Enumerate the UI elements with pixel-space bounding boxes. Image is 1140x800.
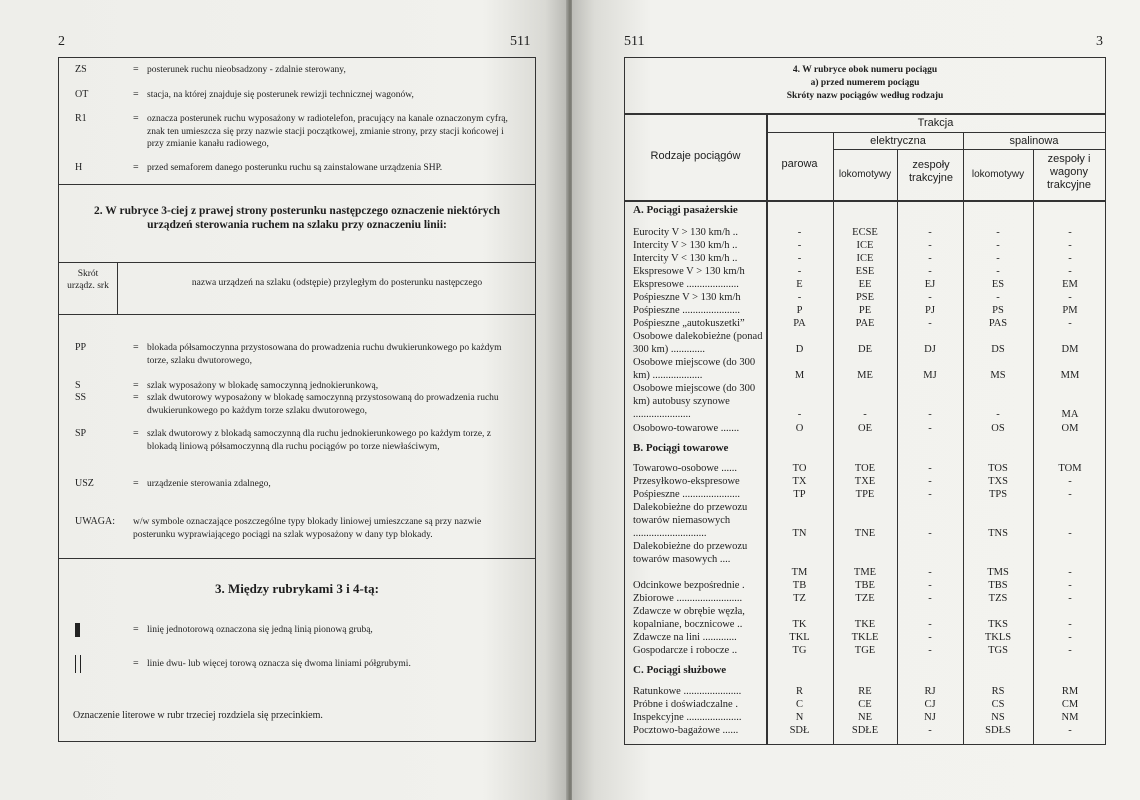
abbreviation-cell: DS (991, 344, 1005, 355)
srk-text: blokada półsamoczynna przystosowana do prowadzenia ruchu dwukierunkowego po każdym torze, szlaku dwutorowego, (147, 343, 502, 366)
abbreviation-cell: - (797, 266, 802, 277)
eq-sign: = (133, 89, 139, 100)
col-header-elektryczna: elektryczna (870, 135, 926, 147)
abbreviation-cell: TP (793, 489, 806, 500)
abbreviation-cell: - (1068, 619, 1072, 630)
category-label: B. Pociągi towarowe (633, 442, 729, 454)
abbreviation-cell: R (795, 686, 803, 697)
abbreviation-cell: NM (1061, 712, 1079, 723)
uwaga-label: UWAGA: (75, 516, 115, 527)
abbreviation-cell: - (1068, 528, 1072, 539)
abbreviation-cell: - (1068, 227, 1072, 238)
abbreviation-cell: TK (792, 619, 807, 630)
abbreviation-cell: EJ (924, 279, 936, 290)
train-type-name: Osobowe miejscowe (do 300 km) autobusy szynowe ...................... (633, 383, 756, 420)
train-type-name: Pośpieszne V > 130 km/h (633, 292, 741, 303)
abbreviation-cell: - (1068, 489, 1072, 500)
column-divider (117, 262, 118, 314)
abbreviation-cell: - (928, 619, 932, 630)
def-abbr: H (75, 162, 83, 173)
eq-sign: = (133, 658, 139, 669)
abbreviation-cell: - (996, 266, 1000, 277)
abbreviation-cell: ICE (856, 240, 874, 251)
train-type-name: Pośpieszne ...................... (633, 489, 741, 500)
divider (59, 558, 535, 559)
abbreviation-cell: SDŁ (789, 725, 810, 736)
abbreviation-cell: - (928, 253, 932, 264)
train-type-name: Osobowe miejscowe (do 300 km) ................... (633, 357, 756, 381)
abbreviation-cell: TBE (855, 580, 875, 591)
abbreviation-cell: - (1068, 266, 1072, 277)
abbreviation-cell: EM (1062, 279, 1078, 290)
srk-text: urządzenie sterowania zdalnego, (147, 479, 271, 489)
abbreviation-cell: - (797, 292, 802, 303)
abbreviation-cell: ICE (856, 253, 874, 264)
abbreviation-cell: TO (792, 463, 807, 474)
train-type-name: Dalekobieżne do przewozu towarów masowych .... (633, 541, 748, 565)
train-type-name: Dalekobieżne do przewozu towarów niemasowych ............................ (633, 502, 748, 539)
srk-abbr: SS (75, 392, 87, 403)
train-type-name: Ratunkowe ...................... (633, 686, 742, 697)
abbreviation-cell: NJ (924, 712, 936, 723)
abbreviation-cell: - (928, 318, 932, 329)
abbreviation-cell: RJ (924, 686, 936, 697)
abbreviation-cell: DJ (924, 344, 936, 355)
abbreviation-cell: TOS (988, 463, 1008, 474)
right-page (572, 0, 1140, 800)
abbreviation-cell: - (1068, 476, 1072, 487)
abbreviation-cell: - (928, 463, 932, 474)
uwaga-text: w/w symbole oznaczające poszczególne typy blokady liniowej umieszczane są przy nazwie posterunku wyprawiającego pociągi na szlak wyposażony w dany typ blokady. (133, 517, 482, 540)
def-abbr: OT (75, 89, 89, 100)
abbreviation-cell: E (796, 279, 803, 290)
abbreviation-cell: - (928, 725, 932, 736)
abbreviation-cell: TNE (854, 528, 876, 539)
abbreviation-cell: - (1068, 632, 1072, 643)
abbreviation-cell: DM (1061, 344, 1079, 355)
abbreviation-cell: TKLS (984, 632, 1012, 643)
category-label: A. Pociągi pasażerskie (633, 204, 738, 216)
abbreviation-cell: - (1068, 567, 1072, 578)
srk-abbr: USZ (75, 478, 94, 489)
srk-abbr: PP (75, 342, 87, 353)
abbreviation-cell: PSE (855, 292, 875, 303)
srk-text: szlak dwutorowy wyposażony w blokadę samoczynną przystosowaną do prowadzenia ruchu dwukierunkowego po każdym torze szlaku dwutorowego, (147, 393, 499, 416)
abbreviation-cell: - (928, 632, 932, 643)
abbreviation-cell: CE (858, 699, 872, 710)
train-type-name: Pośpieszne „autokuszetki” (633, 318, 745, 329)
srk-abbr: S (75, 380, 81, 391)
abbreviation-cell: TMS (987, 567, 1009, 578)
train-type-name: Osobowe dalekobieżne (ponad 300 km) ............. (633, 331, 763, 355)
double-track-symbol (75, 655, 81, 673)
divider (59, 262, 535, 263)
category-label: C. Pociągi służbowe (633, 664, 727, 676)
abbreviation-cell: - (1068, 253, 1072, 264)
abbreviation-cell: - (1068, 318, 1072, 329)
abbreviation-cell: TZE (855, 593, 875, 604)
def-abbr: ZS (75, 64, 87, 75)
def-abbr: R1 (75, 113, 87, 124)
col-header-lokomotywy-e: lokomotywy (838, 169, 892, 180)
abbreviation-cell: TG (792, 645, 807, 656)
abbreviation-cell: P (796, 305, 803, 316)
abbreviation-cell: TPE (855, 489, 875, 500)
caption-line-2: a) przed numerem pociągu (810, 78, 920, 88)
abbreviation-cell: - (996, 292, 1000, 303)
section-2-title: 2. W rubryce 3-ciej z prawej strony posterunku następczego oznaczenie niektórych urządzeń sterowania ruchem na szlaku przy oznaczeniu linii: (94, 205, 500, 231)
def-text: stacja, na której znajduje się posterunek rewizji technicznej wagonów, (147, 90, 414, 100)
grid-line (625, 113, 1105, 115)
abbreviation-cell: D (795, 344, 804, 355)
abbreviation-cell: RE (858, 686, 872, 697)
abbreviation-cell: CJ (924, 699, 936, 710)
eq-sign: = (133, 478, 139, 489)
abbreviation-cell: PA (793, 318, 806, 329)
srk-text: szlak dwutorowy z blokadą samoczynną dla ruchu jednokierunkowego po każdym torze, z blokadą liniową półsamoczynną dla ruchu pociągów po torze niewłaściwym, (147, 429, 491, 452)
abbreviation-cell: PAE (855, 318, 875, 329)
abbreviation-cell: MM (1060, 370, 1080, 381)
abbreviation-cell: - (863, 409, 867, 420)
abbreviation-cell: TKL (789, 632, 810, 643)
abbreviation-cell: - (797, 240, 802, 251)
eq-sign: = (133, 64, 139, 75)
abbreviation-cell: - (1068, 593, 1072, 604)
abbreviation-cell: TN (792, 528, 807, 539)
caption-line-1: 4. W rubryce obok numeru pociągu (792, 65, 938, 75)
abbreviation-cell: RM (1061, 686, 1079, 697)
abbreviation-cell: C (795, 699, 803, 710)
abbreviation-cell: TX (792, 476, 807, 487)
train-type-name: Próbne i doświadczalne . (633, 699, 738, 710)
abbreviation-cell: OE (858, 423, 872, 434)
footer-note: Oznaczenie literowe w rubr trzeciej rozdziela się przecinkiem. (73, 710, 323, 721)
abbreviation-cell: OM (1061, 423, 1079, 434)
abbreviation-cell: ES (991, 279, 1005, 290)
abbreviation-cell: NE (858, 712, 872, 723)
abbreviation-cell: - (928, 227, 932, 238)
abbreviation-cell: N (795, 712, 804, 723)
train-type-name: Zdawcze na lini ............. (633, 632, 737, 643)
abbreviation-cell: - (928, 593, 932, 604)
col-header-rodzaje: Rodzaje pociągów (650, 150, 741, 162)
abbreviation-cell: - (797, 409, 802, 420)
abbreviation-cell: PJ (925, 305, 935, 316)
abbreviation-cell: TME (853, 567, 877, 578)
abbreviation-cell: TKS (988, 619, 1008, 630)
abbreviation-cell: - (928, 645, 932, 656)
abbreviation-cell: TNS (988, 528, 1008, 539)
abbreviation-cell: RS (991, 686, 1005, 697)
page-number-right-outer: 3 (1096, 34, 1103, 49)
abbreviation-cell: - (996, 409, 1000, 420)
abbreviation-cell: - (928, 240, 932, 251)
eq-sign: = (133, 428, 139, 439)
abbreviation-cell: TM (791, 567, 808, 578)
symbol-double-text: linie dwu- lub więcej torową oznacza się dwoma liniami półgrubymi. (147, 659, 411, 669)
symbol-single-text: linię jednotorową oznaczona się jedną linią pionową grubą, (147, 625, 373, 635)
srk-text: szlak wyposażony w blokadę samoczynną jednokierunkową, (147, 381, 379, 391)
col-header-zespoly-e: zespoły trakcyjne (908, 159, 954, 184)
abbreviation-cell: TZS (988, 593, 1008, 604)
col-header-spalinowa: spalinowa (1009, 135, 1059, 147)
abbreviation-cell: - (928, 528, 932, 539)
abbreviation-cell: - (996, 240, 1000, 251)
caption-line-3: Skróty nazw pociągów według rodzaju (786, 91, 944, 101)
def-text: przed semaforem danego posterunku ruchu są zainstalowane urządzenia SHP. (147, 163, 443, 173)
train-type-name: Intercity V > 130 km/h .. (633, 240, 738, 251)
abbreviation-cell: MJ (923, 370, 937, 381)
train-type-name: Zdawcze w obrębie węzła, kopalniane, bocznicowe .. (633, 606, 745, 630)
abbreviation-cell: O (795, 423, 804, 434)
divider (59, 314, 535, 315)
def-text: posterunek ruchu nieobsadzony - zdalnie sterowany, (147, 65, 346, 75)
abbreviation-cell: - (1068, 240, 1072, 251)
legend-box (58, 57, 536, 742)
left-page (0, 0, 568, 800)
abbreviation-cell: TGE (854, 645, 876, 656)
abbreviation-cell: ESE (855, 266, 875, 277)
abbreviation-cell: TXS (988, 476, 1008, 487)
abbreviation-cell: - (1068, 645, 1072, 656)
abbreviation-cell: TPS (988, 489, 1008, 500)
abbreviation-cell: TXE (854, 476, 876, 487)
col-header-trakcja: Trakcja (917, 117, 954, 129)
abbreviation-cell: - (928, 476, 932, 487)
abbreviation-cell: TB (792, 580, 807, 591)
train-abbreviation-table (624, 57, 1106, 745)
grid-line (833, 149, 1105, 150)
eq-sign: = (133, 342, 139, 353)
train-type-name: Gospodarcze i robocze .. (633, 645, 738, 656)
abbreviation-cell: - (928, 580, 932, 591)
abbreviation-cell: PS (992, 305, 1004, 316)
abbreviation-cell: TOE (854, 463, 876, 474)
train-type-name: Pocztowo-bagażowe ...... (633, 725, 739, 736)
col-header-lokomotywy-s: lokomotywy (971, 169, 1025, 180)
abbreviation-cell: - (928, 423, 932, 434)
abbreviation-cell: TKE (854, 619, 876, 630)
abbreviation-cell: PAS (988, 318, 1008, 329)
abbreviation-cell: MA (1061, 409, 1079, 420)
abbreviation-cell: TGS (988, 645, 1008, 656)
abbreviation-cell: SDŁE (851, 725, 879, 736)
col-header-parowa: parowa (781, 158, 818, 170)
abbreviation-cell: - (928, 567, 932, 578)
train-type-name: Inspekcyjne ..................... (633, 712, 742, 723)
abbreviation-cell: CS (991, 699, 1005, 710)
srk-header: Skrót urządz. srk (67, 269, 109, 291)
table-caption (625, 64, 1105, 103)
abbreviation-cell: NS (991, 712, 1005, 723)
abbreviation-cell: M (794, 370, 805, 381)
abbreviation-cell: PM (1062, 305, 1078, 316)
abbreviation-cell: - (1068, 725, 1072, 736)
train-type-name: Towarowo-osobowe ...... (633, 463, 737, 474)
train-type-name: Osobowo-towarowe ....... (633, 423, 740, 434)
abbreviation-cell: - (928, 409, 932, 420)
train-type-name: Przesyłkowo-ekspresowe (633, 476, 740, 487)
abbreviation-cell: DE (858, 344, 872, 355)
abbreviation-cell: CM (1061, 699, 1079, 710)
eq-sign: = (133, 113, 139, 124)
abbreviation-cell: EE (858, 279, 872, 290)
grid-line (766, 132, 1105, 133)
train-type-name: Ekspresowe V > 130 km/h (633, 266, 745, 277)
srk-abbr: SP (75, 428, 87, 439)
abbreviation-cell: OS (991, 423, 1005, 434)
abbreviation-cell: - (996, 227, 1000, 238)
abbreviation-cell: TOM (1058, 463, 1082, 474)
train-type-name: Pośpieszne ...................... (633, 305, 741, 316)
abbreviation-cell: TBS (988, 580, 1008, 591)
abbreviation-cell: ME (857, 370, 873, 381)
abbreviation-cell: PE (858, 305, 872, 316)
eq-sign: = (133, 162, 139, 173)
abbreviation-cell: - (797, 253, 802, 264)
page-number-right-inner: 511 (624, 34, 645, 49)
abbreviation-cell: - (1068, 292, 1072, 303)
eq-sign: = (133, 380, 139, 391)
abbreviation-cell: MS (990, 370, 1006, 381)
page-number-left-inner: 511 (510, 34, 531, 49)
abbreviation-cell: TZ (793, 593, 806, 604)
train-type-name: Zbiorowe ......................... (633, 593, 743, 604)
eq-sign: = (133, 624, 139, 635)
train-type-name: Ekspresowe .................... (633, 279, 739, 290)
abbreviation-cell: - (928, 489, 932, 500)
divider (59, 184, 535, 185)
abbreviation-cell: - (797, 227, 802, 238)
abbreviation-cell: SDŁS (985, 725, 1011, 736)
abbreviation-cell: TKLE (851, 632, 879, 643)
col-header-zespoly-s: zespoły i wagony trakcyjne (1046, 153, 1092, 191)
abbreviation-cell: - (928, 292, 932, 303)
train-type-name: Eurocity V > 130 km/h .. (633, 227, 738, 238)
abbreviation-cell: - (928, 266, 932, 277)
srk-desc-header: nazwa urządzeń na szlaku (odstępie) przyległym do posterunku następczego (191, 278, 483, 288)
def-text: oznacza posterunek ruchu wyposażony w radiotelefon, pracujący na kanale oznaczonym cyfrą, znak ten umieszcza się przy nazwie stacji początkowej, zmianie strony, przy stacji końcowej i przy zmianie kanału radiowego, (147, 114, 508, 149)
eq-sign: = (133, 392, 139, 403)
train-type-name: Intercity V < 130 km/h .. (633, 253, 738, 264)
single-track-symbol (75, 623, 80, 637)
page-number-left-outer: 2 (58, 34, 65, 49)
abbreviation-cell: ECSE (852, 227, 878, 238)
section-3-title: 3. Między rubrykami 3 i 4-tą: (215, 581, 379, 596)
train-type-name: Odcinkowe bezpośrednie . (633, 580, 745, 591)
abbreviation-cell: - (1068, 580, 1072, 591)
abbreviation-cell: - (996, 253, 1000, 264)
